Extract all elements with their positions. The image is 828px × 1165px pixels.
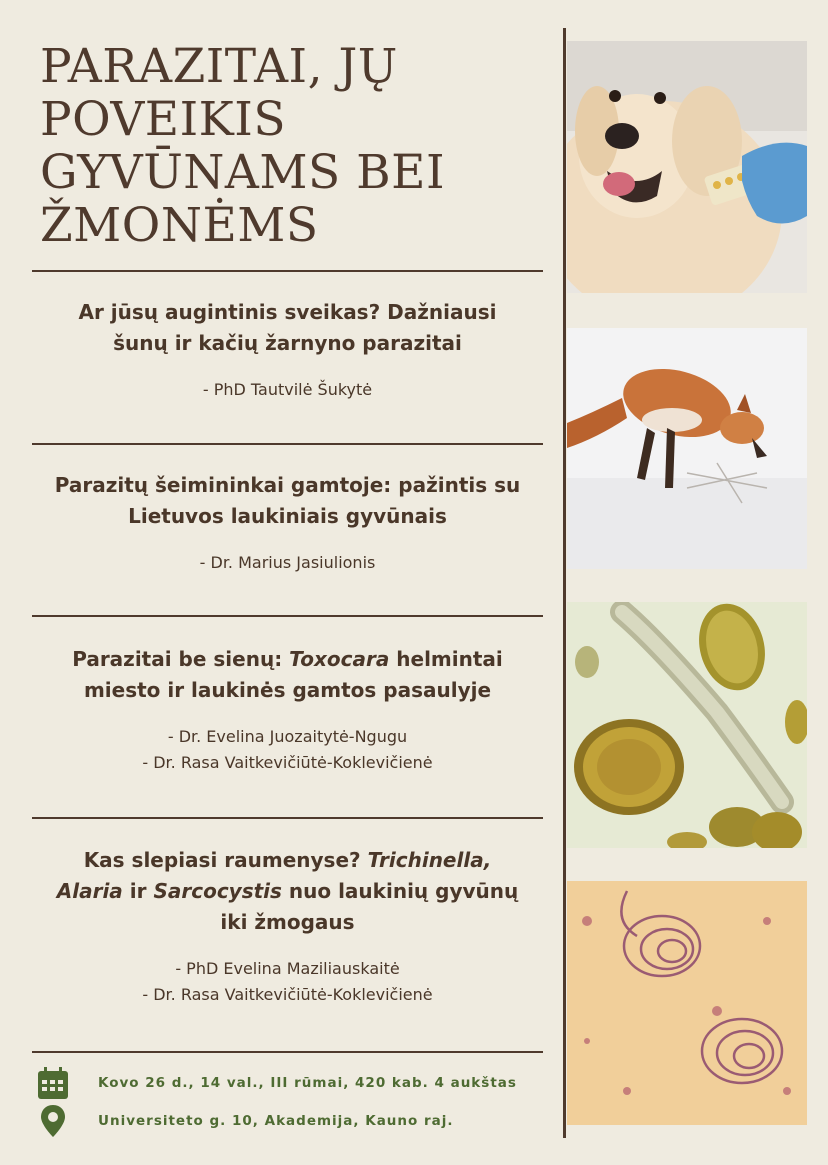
talk-title <box>32 297 543 359</box>
title-segment: nuo laukinių gyvūnų <box>281 879 519 903</box>
speaker: - Dr. Rasa Vaitkevičiūtė-Koklevičienė <box>142 753 433 772</box>
title-line: POVEIKIS <box>40 92 287 147</box>
talk-title-line: šunų ir kačių žarnyno parazitai <box>113 331 462 355</box>
talk-title-line: miesto ir laukinės gamtos pasaulyje <box>83 678 492 702</box>
event-date-text: Kovo 26 d., 14 val., III rūmai, 420 kab. 4 aukštas <box>98 1075 517 1091</box>
divider <box>32 443 543 445</box>
genus-name: Sarcocystis <box>153 879 282 903</box>
talk-title <box>32 644 543 706</box>
talk-title <box>32 845 543 938</box>
talk-4 <box>32 845 543 1008</box>
divider <box>32 270 543 272</box>
parasite-eggs-photo <box>567 602 807 848</box>
talk-title-line: Parazitų šeimininkai gamtoje: pažintis su <box>54 473 521 497</box>
talk-title-line <box>32 845 543 876</box>
speaker: - PhD Tautvilė Šukytė <box>202 380 373 399</box>
divider <box>32 615 543 617</box>
speaker-list <box>32 377 543 403</box>
location-pin-icon <box>37 1104 69 1138</box>
talk-title-line: iki žmogaus <box>220 910 355 934</box>
title-segment: ir <box>122 879 154 903</box>
speaker: - PhD Evelina Maziliauskaitė <box>175 959 400 978</box>
genus-name: Alaria <box>56 879 123 903</box>
genus-name: Trichinella, <box>367 848 492 872</box>
talk-3 <box>32 644 543 776</box>
speaker-list <box>32 956 543 1008</box>
title-line: ŽMONĖMS <box>40 198 319 253</box>
calendar-icon <box>37 1066 69 1100</box>
talk-title-line <box>32 876 543 907</box>
poster-title <box>40 40 540 252</box>
vertical-divider <box>563 28 566 1138</box>
title-line: PARAZITAI, JŲ <box>40 39 398 94</box>
event-date-row <box>37 1066 517 1100</box>
event-address-text: Universiteto g. 10, Akademija, Kauno raj. <box>98 1113 454 1129</box>
fox-photo <box>567 328 807 569</box>
title-segment: Kas slepiasi raumenyse? <box>83 848 368 872</box>
speaker: - Dr. Rasa Vaitkevičiūtė-Koklevičienė <box>142 985 433 1004</box>
speaker-list <box>32 550 543 576</box>
trichinella-photo <box>567 881 807 1125</box>
talk-title-line: Ar jūsų augintinis sveikas? Dažniausi <box>78 300 497 324</box>
divider <box>32 1051 543 1053</box>
speaker: - Dr. Marius Jasiulionis <box>199 553 376 572</box>
talk-title-line: Lietuvos laukiniais gyvūnais <box>128 504 447 528</box>
talk-1 <box>32 297 543 403</box>
divider <box>32 817 543 819</box>
event-address-row <box>37 1104 454 1138</box>
speaker-list <box>32 724 543 776</box>
genus-name: Toxocara <box>289 647 390 671</box>
title-line: GYVŪNAMS BEI <box>40 145 446 200</box>
talk-title <box>32 470 543 532</box>
dog-photo <box>567 41 807 293</box>
talk-title-line <box>32 644 543 675</box>
talk-2 <box>32 470 543 576</box>
title-segment: helmintai <box>389 647 503 671</box>
speaker: - Dr. Evelina Juozaitytė-Ngugu <box>167 727 408 746</box>
title-segment: Parazitai be sienų: <box>72 647 290 671</box>
